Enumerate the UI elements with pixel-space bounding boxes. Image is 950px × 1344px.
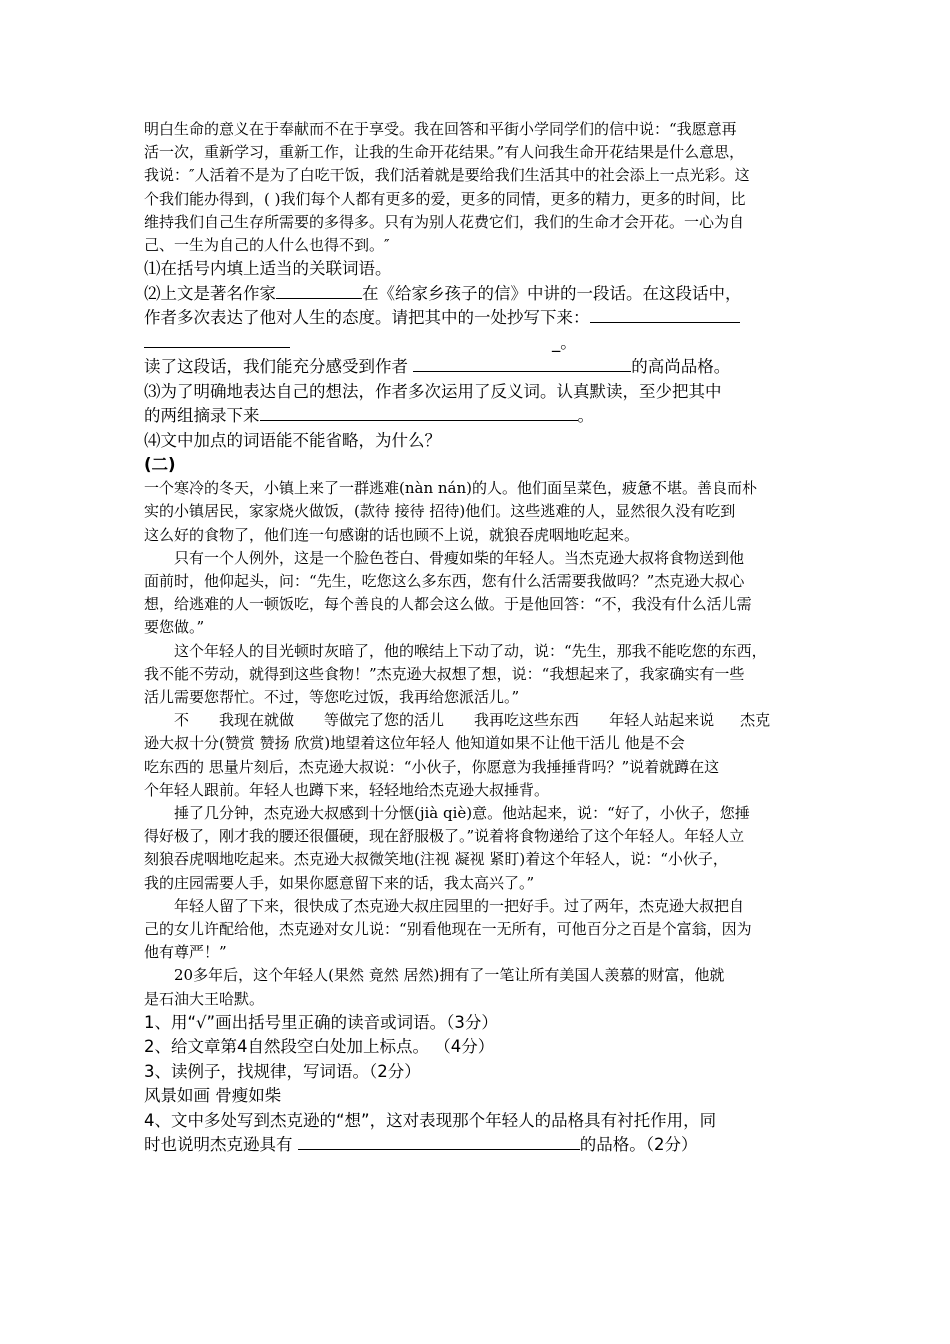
phrase: 年轻人站起来说 [609, 711, 715, 730]
passage-line: 己、一生为自己的人什么也得不到。″ [144, 236, 390, 255]
question-4-end: 的品格。（2分） [579, 1135, 698, 1155]
passage-line: 活儿需要您帮忙。不过，等您吃过饭，我再给您派活儿。” [144, 688, 520, 707]
question-4-text: 时也说明杰克逊具有 [144, 1135, 298, 1155]
phrase: 等做完了您的活儿 [324, 711, 445, 730]
passage-two-questions [144, 1011, 810, 1158]
phrase: 杰克 [740, 711, 771, 730]
question-2-text: ⑵上文是著名作家 [144, 283, 276, 303]
passage-line: 得好极了，刚才我的腰还很僵硬，现在舒服极了。”说着将食物递给了这个年轻人。年轻人立 [144, 827, 745, 846]
passage-line: 刻狼吞虎咽地吃起来。杰克逊大叔微笑地(注视 凝视 紧盯)着这个年轻人，说：“小伙子， [144, 850, 728, 869]
phrase: 我现在就做 [219, 711, 295, 730]
question-3-line-2 [144, 404, 810, 429]
question-2-line-3 [144, 331, 810, 356]
passage-one-text [144, 118, 810, 257]
quality-answer-blank[interactable] [413, 355, 631, 372]
passage-line: 想，给逃难的人一顿饭吃，每个善良的人都会这么做。于是他回答：“不，我没有什么活儿需 [144, 595, 752, 614]
passage-line: 是石油大王哈默。 [144, 989, 265, 1008]
question-2-copy-prompt: 作者多次表达了他对人生的态度。请把其中的一处抄写下来： [144, 308, 590, 328]
passage-line: 要您做。” [144, 618, 205, 637]
question-2-line-2 [144, 306, 810, 331]
passage-line: 这么好的食物了，他们连一句感谢的话也顾不上说，就狼吞虎咽地吃起来。 [144, 525, 640, 544]
question-3-end: 。 [577, 406, 594, 426]
question-3-line-1: ⑶为了明确地表达自己的想法，作者多次运用了反义词。认真默读，至少把其中 [144, 381, 722, 401]
passage-line: 20多年后，这个年轻人(果然 竟然 居然)拥有了一笔让所有美国人羡慕的财富，他就 [174, 966, 725, 985]
copy-answer-end: _。 [552, 332, 577, 352]
passage-line: 一个寒冷的冬天，小镇上来了一群逃难(nàn nán)的人。他们面呈菜色，疲惫不堪。善良而朴 [144, 479, 758, 498]
author-answer-blank[interactable] [276, 282, 362, 299]
question-4-line-1: 4、文中多处写到杰克逊的“想”，这对表现那个年轻人的品格具有衬托作用，同 [144, 1110, 717, 1130]
passage-line: 个我们能办得到，( )我们每个人都有更多的爱，更多的同情，更多的精力，更多的时间，比 [144, 189, 746, 208]
question-2: 2、给文章第4自然段空白处加上标点。 （4分） [144, 1037, 495, 1057]
passage-line: 我不能不劳动，就得到这些食物！”杰克逊大叔想了想，说：“我想起来了，我家确实有一些 [144, 664, 745, 683]
question-1: ⑴在括号内填上适当的关联词语。 [144, 259, 392, 279]
phrase: 我再吃这些东西 [474, 711, 580, 730]
question-2-line-1 [144, 282, 810, 307]
question-4: ⑷文中加点的词语能不能省略，为什么？ [144, 430, 441, 450]
question-3-example: 风景如画 骨瘦如柴 [144, 1086, 282, 1106]
passage-line: 我的庄园需要人手，如果你愿意留下来的话，我太高兴了。” [144, 873, 535, 892]
phrase: 不 [174, 711, 190, 730]
question-2-line-4 [144, 355, 810, 380]
section-two-heading: (二) [144, 455, 176, 475]
quality-answer-blank[interactable] [298, 1133, 580, 1150]
passage-line: 逊大叔十分(赞赏 赞扬 欣赏)地望着这位年轻人 他知道如果不让他干活儿 他是不会 [144, 734, 685, 753]
passage-line: 维持我们自己生存所需要的多得多。只有为别人花费它们，我们的生命才会开花。一心为自 [144, 212, 745, 231]
passage-two-text [144, 477, 810, 1011]
passage-line: 这个年轻人的目光顿时灰暗了，他的喉结上下动了动，说：“先生，那我不能吃您的东西， [174, 641, 767, 660]
passage-line: 他有尊严！” [144, 943, 227, 962]
worksheet-page [144, 118, 810, 1158]
passage-line: 只有一个人例外，这是一个脸色苍白、骨瘦如柴的年轻人。当杰克逊大叔将食物送到他 [174, 548, 745, 567]
question-2-quality-end: 的高尚品格。 [631, 357, 731, 377]
punctuation-exercise-line [144, 709, 810, 732]
passage-line: 吃东西的 思量片刻后，杰克逊大叔说：“小伙子，你愿意为我捶捶背吗？”说着就蹲在这 [144, 757, 720, 776]
passage-line: 明白生命的意义在于奉献而不在于享受。我在回答和平街小学同学们的信中说：“我愿意再 [144, 120, 737, 138]
question-3-text: 的两组摘录下来 [144, 406, 260, 426]
passage-line: 活一次，重新学习，重新工作，让我的生命开花结果。”有人问我生命开花结果是什么意思， [144, 143, 745, 162]
copy-answer-blank-2[interactable] [144, 331, 290, 348]
question-1: 1、用“√”画出括号里正确的读音或词语。（3分） [144, 1012, 498, 1032]
passage-line: 捶了几分钟，杰克逊大叔感到十分惬(jià qiè)意。他站起来，说：“好了，小伙子，您捶 [174, 804, 750, 823]
passage-line: 年轻人留了下来，很快成了杰克逊大叔庄园里的一把好手。过了两年，杰克逊大叔把自 [174, 896, 745, 915]
passage-line: 我说：″人活着不是为了白吃干饭，我们活着就是要给我们生活其中的社会添上一点光彩。这 [144, 166, 750, 185]
passage-line: 实的小镇居民，家家烧火做饭，(款待 接待 招待)他们。这些逃难的人，显然很久没有吃到 [144, 502, 736, 521]
question-3: 3、读例子，找规律，写词语。（2分） [144, 1061, 421, 1081]
passage-line: 己的女儿许配给他，杰克逊对女儿说：“别看他现在一无所有，可他百分之百是个富翁，因为 [144, 920, 752, 939]
question-4-line-2 [144, 1133, 810, 1158]
antonym-answer-blank[interactable] [260, 404, 578, 421]
passage-line: 个年轻人跟前。年轻人也蹲下来，轻轻地给杰克逊大叔捶背。 [144, 780, 550, 799]
passage-one-questions [144, 257, 810, 453]
question-2-text-cont: 在《给家乡孩子的信》中讲的一段话。在这段话中， [362, 283, 742, 303]
passage-line: 面前时，他仰起头，问：“先生，吃您这么多东西，您有什么活需要我做吗？”杰克逊大叔心 [144, 572, 745, 591]
question-2-quality-prompt: 读了这段话，我们能充分感受到作者 [144, 357, 414, 377]
copy-answer-blank[interactable] [590, 306, 740, 323]
